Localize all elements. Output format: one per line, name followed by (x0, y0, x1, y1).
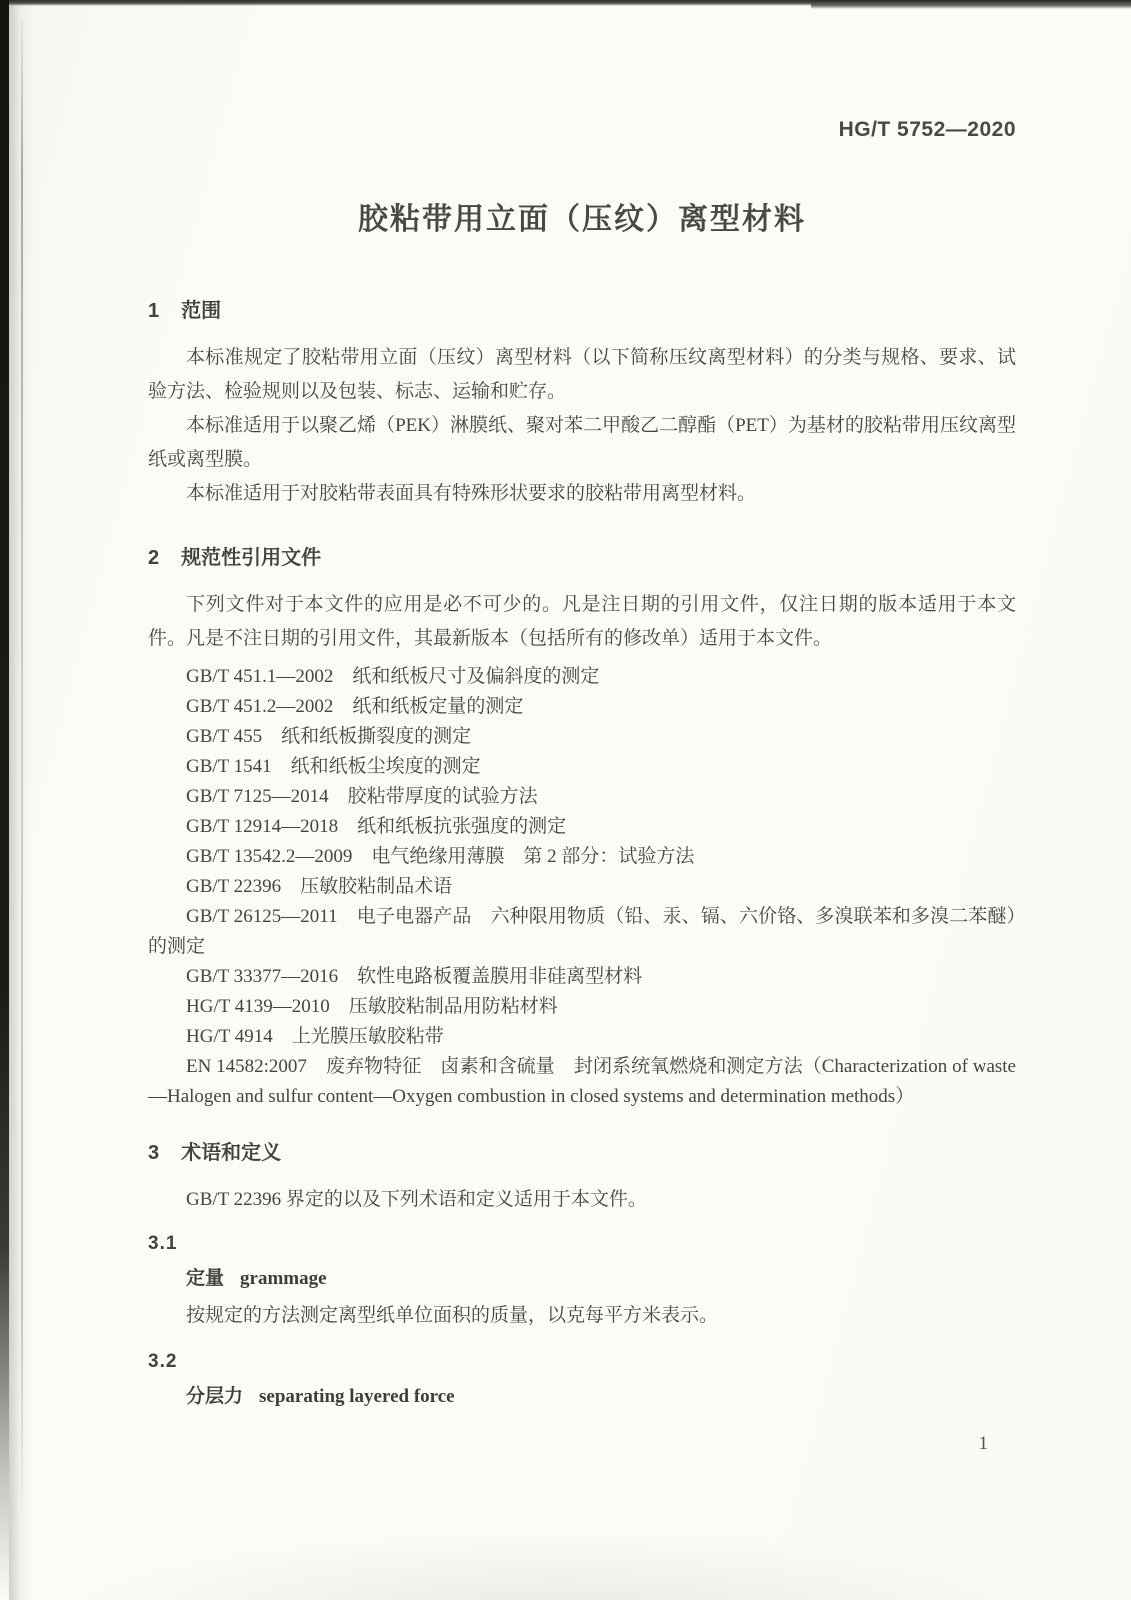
term-zh: 定量 (186, 1268, 225, 1289)
document-title: 胶粘带用立面（压纹）离型材料 (358, 203, 806, 236)
reference-item: GB/T 451.2—2002 纸和纸板定量的测定 (186, 696, 524, 717)
reference-item: HG/T 4914 上光膜压敏胶粘带 (186, 1026, 444, 1047)
term-en: grammage (240, 1268, 327, 1289)
section-2-number: 2 (148, 547, 160, 569)
clause-3-2-number: 3.2 (148, 1351, 178, 1372)
section-2-heading (148, 541, 1016, 570)
section-1-heading (148, 294, 1016, 323)
reference-item: GB/T 451.1—2002 纸和纸板尺寸及偏斜度的测定 (186, 666, 600, 687)
paragraph: 本标准适用于对胶粘带表面具有特殊形状要求的胶粘带用离型材料。 (186, 483, 757, 504)
reference-item: GB/T 455 纸和纸板撕裂度的测定 (186, 726, 472, 747)
paragraph: 本标准规定了胶粘带用立面（压纹）离型材料（以下简称压纹离型材料）的分类与规格、要求、试验方法、检验规则以及包装、标志、运输和贮存。 (148, 347, 1016, 402)
term-definition-heading (148, 1385, 1016, 1409)
reference-item: GB/T 1541 纸和纸板尘埃度的测定 (186, 756, 481, 777)
paragraph: 本标准适用于以聚乙烯（PEK）淋膜纸、聚对苯二甲酸乙二醇酯（PET）为基材的胶粘带用压纹离型纸或离型膜。 (148, 415, 1016, 470)
section-1-title: 范围 (181, 300, 222, 322)
clause-3-1-number: 3.1 (148, 1233, 178, 1254)
section-3-heading (148, 1136, 1016, 1165)
section-3-intro (148, 1183, 1016, 1217)
reference-item: GB/T 33377—2016 软性电路板覆盖膜用非硅离型材料 (186, 966, 643, 987)
section-3-title: 术语和定义 (181, 1142, 282, 1164)
section-3-number: 3 (148, 1142, 160, 1164)
standard-number: HG/T 5752—2020 (838, 118, 1016, 141)
normative-references-list (148, 662, 1016, 1112)
scan-fold-line (21, 18, 23, 1528)
reference-item: GB/T 13542.2—2009 电气绝缘用薄膜 第 2 部分：试验方法 (186, 846, 695, 867)
section-2-title: 规范性引用文件 (181, 547, 322, 569)
scan-edge-top-right (811, 0, 1131, 9)
reference-item: GB/T 22396 压敏胶粘制品术语 (186, 876, 453, 897)
term-definition-text: 按规定的方法测定离型纸单位面积的质量，以克每平方米表示。 (186, 1305, 719, 1326)
paragraph: 下列文件对于本文件的应用是必不可少的。凡是注日期的引用文件，仅注日期的版本适用于本文件。凡是不注日期的引用文件，其最新版本（包括所有的修改单）适用于本文件。 (148, 594, 1016, 649)
reference-item: HG/T 4139—2010 压敏胶粘制品用防粘材料 (186, 996, 558, 1017)
reference-item: GB/T 26125—2011 电子电器产品 六种限用物质（铅、汞、镉、六价铬、多溴联苯和多溴二苯醚）的测定 (148, 906, 1016, 957)
term-zh: 分层力 (186, 1386, 244, 1407)
section-1-body (148, 341, 1016, 511)
reference-item: GB/T 12914—2018 纸和纸板抗张强度的测定 (186, 816, 567, 837)
scan-smudge-bottom (60, 1530, 1060, 1600)
reference-item: GB/T 7125—2014 胶粘带厚度的试验方法 (186, 786, 538, 807)
section-1-number: 1 (148, 300, 160, 322)
section-2-intro (148, 588, 1016, 656)
term-en: separating layered force (259, 1386, 455, 1407)
term-definition-heading (148, 1267, 1016, 1291)
reference-item: EN 14582:2007 废弃物特征 卤素和含硫量 封闭系统氧燃烧和测定方法（Characterization of waste—Halogen and sulfur content—Oxygen combustion in closed systems and determination methods） (148, 1056, 1016, 1107)
page-number: 1 (978, 1433, 988, 1454)
scan-edge-left (0, 0, 9, 1600)
paragraph: GB/T 22396 界定的以及下列术语和定义适用于本文件。 (186, 1189, 647, 1210)
